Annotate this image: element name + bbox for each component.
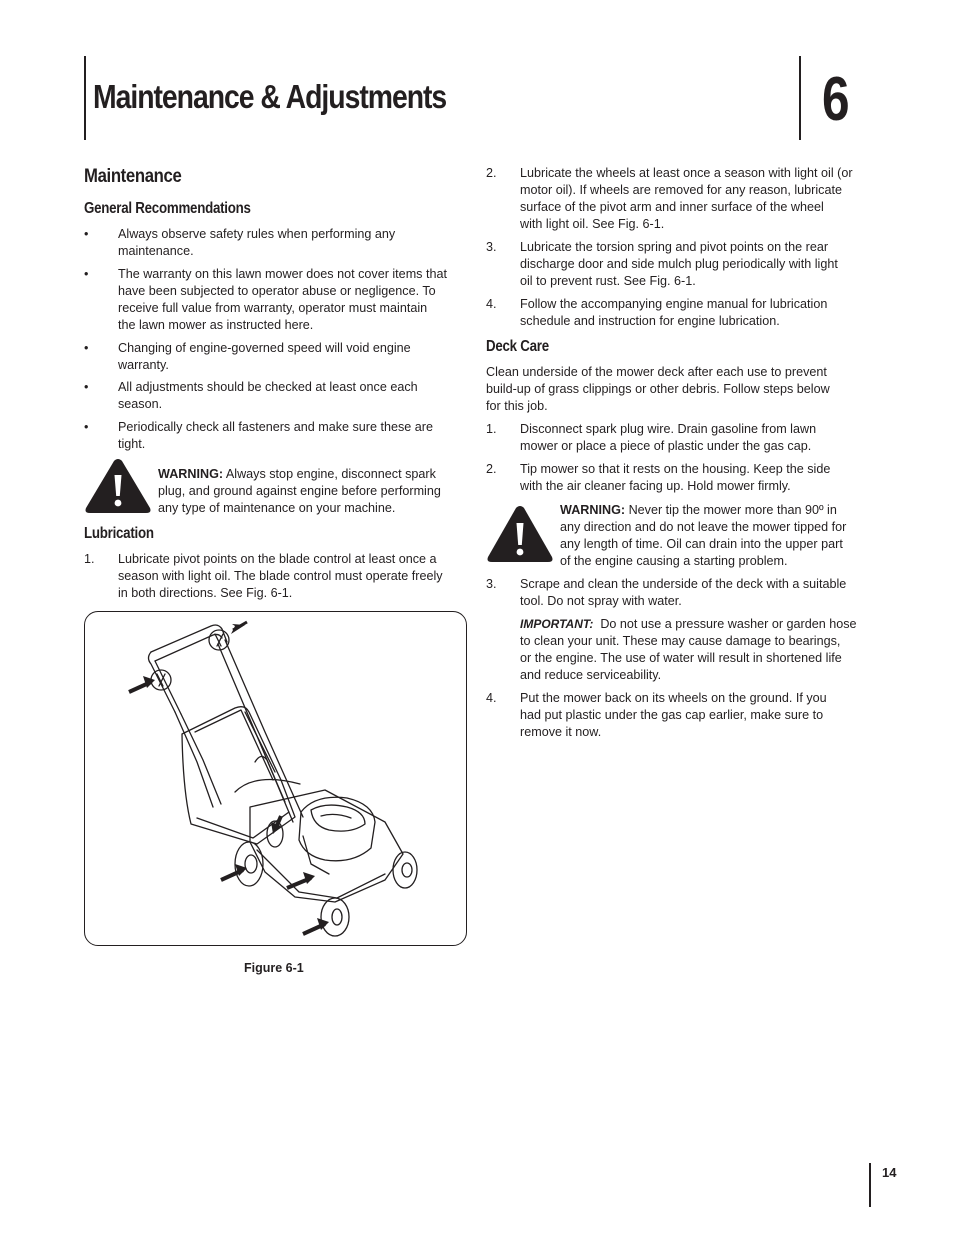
bullet-marker: •: [84, 420, 89, 434]
step-number: 2.: [486, 166, 497, 180]
step-number: 1.: [486, 422, 497, 436]
subheading-deck-care: Deck Care: [486, 338, 549, 355]
warning-label: WARNING:: [158, 467, 224, 481]
bullet-marker: •: [84, 227, 89, 241]
page-number: 14: [882, 1165, 897, 1180]
bullet-marker: •: [84, 341, 89, 355]
step-number: 3.: [486, 240, 497, 254]
chapter-number: 6: [822, 65, 850, 134]
important-label: IMPORTANT:: [520, 617, 594, 631]
important-note: IMPORTANT: Do not use a pressure washer or garden hose to clean your unit. These may cause damage to bearings, or the engine. The use of water will result in shortened life and reduce serviceability.: [520, 617, 857, 682]
step-number: 3.: [486, 577, 497, 591]
section-heading-maintenance: Maintenance: [84, 166, 182, 187]
chapter-title: Maintenance & Adjustments: [93, 78, 447, 115]
step-number: 1.: [84, 552, 95, 566]
lawn-mower-illustration: [85, 612, 466, 945]
footer-rule: [869, 1163, 871, 1207]
step-number: 4.: [486, 297, 497, 311]
header-left-rule: [84, 56, 86, 140]
subheading-lubrication: Lubrication: [84, 525, 154, 542]
subheading-general-recommendations: General Recommendations: [84, 200, 251, 217]
step-number: 2.: [486, 462, 497, 476]
warning-label: WARNING:: [560, 503, 626, 517]
bullet-marker: •: [84, 267, 89, 281]
deck-intro: Clean underside of the mower deck after each use to prevent build-up of grass clippings or other debris. Follow steps below for this job.: [486, 365, 830, 413]
warning-text: WARNING: Always stop engine, disconnect spark plug, and ground against engine before performing any type of maintenance on your machine.: [158, 467, 441, 515]
warning-text: WARNING: Never tip the mower more than 90º in any direction and do not leave the mower tipped for any length of time. Oil can drain into the upper part of the engine causing a starting problem.: [560, 503, 847, 568]
warning-triangle-icon: [84, 458, 152, 514]
warning-triangle-icon: [486, 505, 554, 563]
figure-caption: Figure 6-1: [244, 961, 304, 975]
step-number: 4.: [486, 691, 497, 705]
bullet-marker: •: [84, 380, 89, 394]
header-right-rule: [799, 56, 801, 140]
